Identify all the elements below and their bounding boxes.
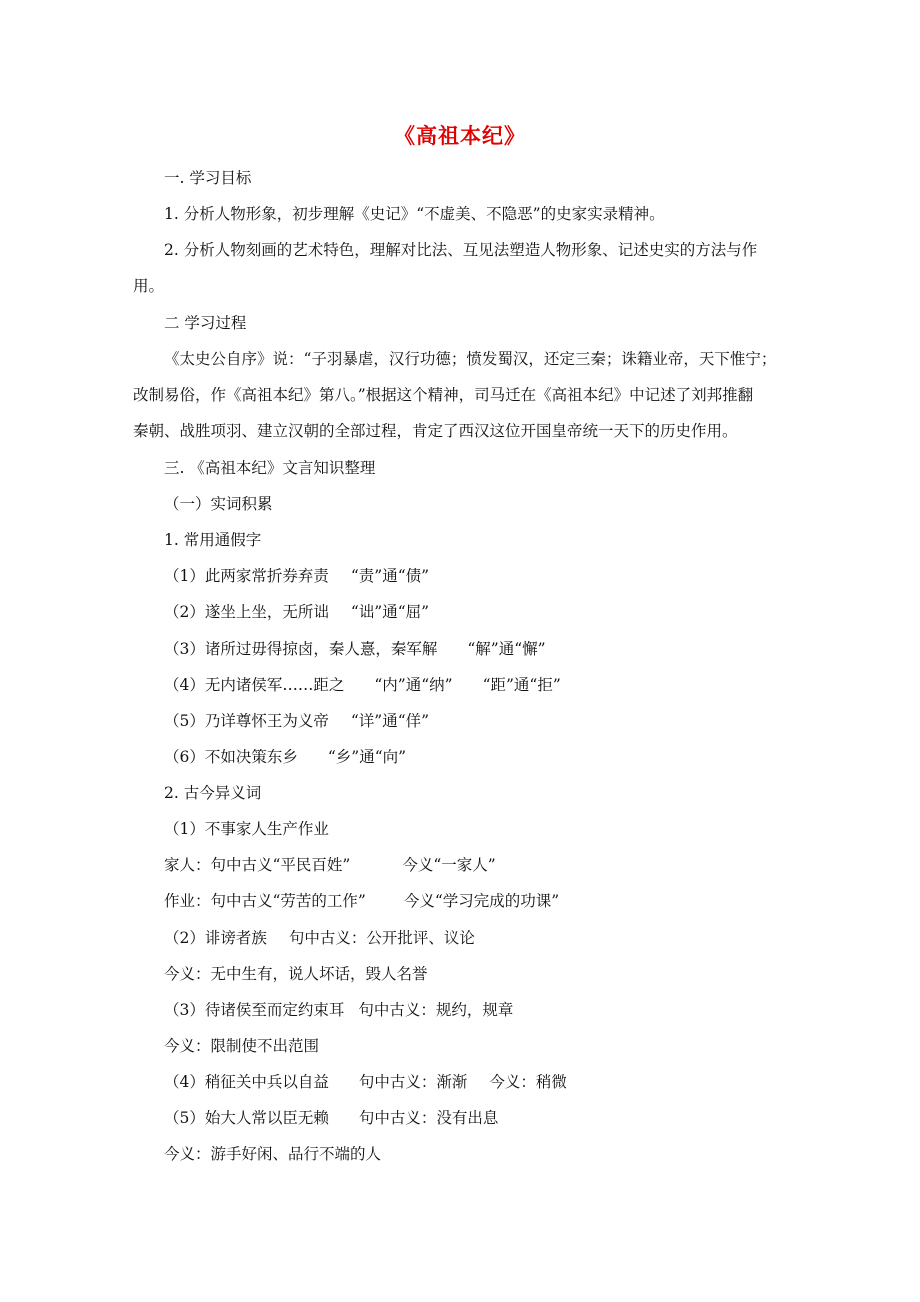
tongjia-item [164,710,429,732]
tongjia-item [164,601,429,623]
gujin-ancient-meaning: 句中古义：公开批评、议论 [288,929,475,947]
section-heading-goals: 一. 学习目标 [164,169,252,187]
section-heading-knowledge: 三. 《高祖本纪》文言知识整理 [164,459,376,477]
gujin-modern-meaning: 今义：游手好闲、品行不端的人 [164,1145,382,1163]
goal-item-1: 1. 分析人物形象，初步理解《史记》“不虚美、不隐恶”的史家实录精神。 [164,205,665,223]
tongjia-sentence: （4）无内诸侯军……距之 [164,676,345,694]
tongjia-sentence: （2）遂坐上坐，无所诎 [164,603,329,621]
tongjia-sentence: （6）不如决策东乡 [164,748,298,766]
tongjia-item [164,746,406,768]
gujin-jiaren [164,854,496,876]
tongjia-note: “详”通“佯” [350,712,430,730]
tongjia-note-2: “距”通“拒” [482,676,561,694]
gujin-item-2 [164,927,475,949]
gujin-item-5 [164,1107,498,1129]
gujin-zuoye [164,890,559,912]
section-heading-process: 二 学习过程 [164,314,247,332]
gujin-sentence: （5）始大人常以臣无赖 [164,1109,329,1127]
document-title: 《高祖本纪》 [394,123,526,148]
tongjia-sentence: （1）此两家常折券弃责 [164,567,329,585]
tongjia-item [164,674,561,696]
tongjia-note: “解”通“懈” [467,640,546,658]
gujin-jiaren-modern: 今义“一家人” [402,856,496,874]
gujin-modern-meaning: 今义：限制使不出范围 [164,1037,320,1055]
gujin-modern-meaning: 今义：无中生有，说人坏话，毁人名誉 [164,965,428,983]
gujin-sentence: （4）稍征关中兵以自益 [164,1073,329,1091]
gujin-ancient-meaning: 句中古义：没有出息 [358,1109,499,1127]
gujin-ancient-meaning: 句中古义：规约，规章 [358,1001,514,1019]
gujin-item-4 [164,1071,567,1093]
goal-item-2-line-2: 用。 [133,277,165,295]
gujin-item-3 [164,999,513,1021]
gujin-item-1: （1）不事家人生产作业 [164,820,329,838]
gujin-ancient-meaning: 句中古义：渐渐 [358,1073,468,1091]
gujin-jiaren-ancient: 家人：句中古义“平民百姓” [164,856,351,874]
gujin-zuoye-modern: 今义“学习完成的功课” [403,892,560,910]
gujin-sentence: （3）待诸侯至而定约束耳 [164,1001,345,1019]
process-paragraph-line-3: 秦朝、战胜项羽、建立汉朝的全部过程，肯定了西汉这位开国皇帝统一天下的历史作用。 [133,422,738,440]
tongjia-sentence: （3）诸所过毋得掠卤，秦人憙，秦军解 [164,640,438,658]
gujin-sentence: （2）诽谤者族 [164,929,267,947]
tongjia-note: “乡”通“向” [327,748,407,766]
subsection-heading-content-words: （一）实词积累 [164,495,273,513]
tongjia-heading: 1. 常用通假字 [164,531,262,549]
gujin-modern-meaning-inline: 今义：稍微 [489,1073,567,1091]
tongjia-sentence: （5）乃详尊怀王为义帝 [164,712,329,730]
tongjia-item [164,638,546,660]
gujin-heading: 2. 古今异义词 [164,784,262,802]
goal-item-2-line-1: 2. 分析人物刻画的艺术特色，理解对比法、互见法塑造人物形象、记述史实的方法与作 [164,241,758,259]
process-paragraph-line-2: 改制易俗，作《高祖本纪》第八。”根据这个精神，司马迁在《高祖本纪》中记述了刘邦推翻 [133,386,754,404]
gujin-zuoye-ancient: 作业：句中古义“劳苦的工作” [164,892,366,910]
tongjia-item [164,565,429,587]
tongjia-note: “责”通“债” [350,567,430,585]
process-paragraph-line-1: 《太史公自序》说：“子羽暴虐，汉行功德；愤发蜀汉，还定三秦；诛籍业帝，天下惟宁； [164,350,777,368]
tongjia-note: “诎”通“屈” [350,603,430,621]
tongjia-note: “内”通“纳” [374,676,453,694]
